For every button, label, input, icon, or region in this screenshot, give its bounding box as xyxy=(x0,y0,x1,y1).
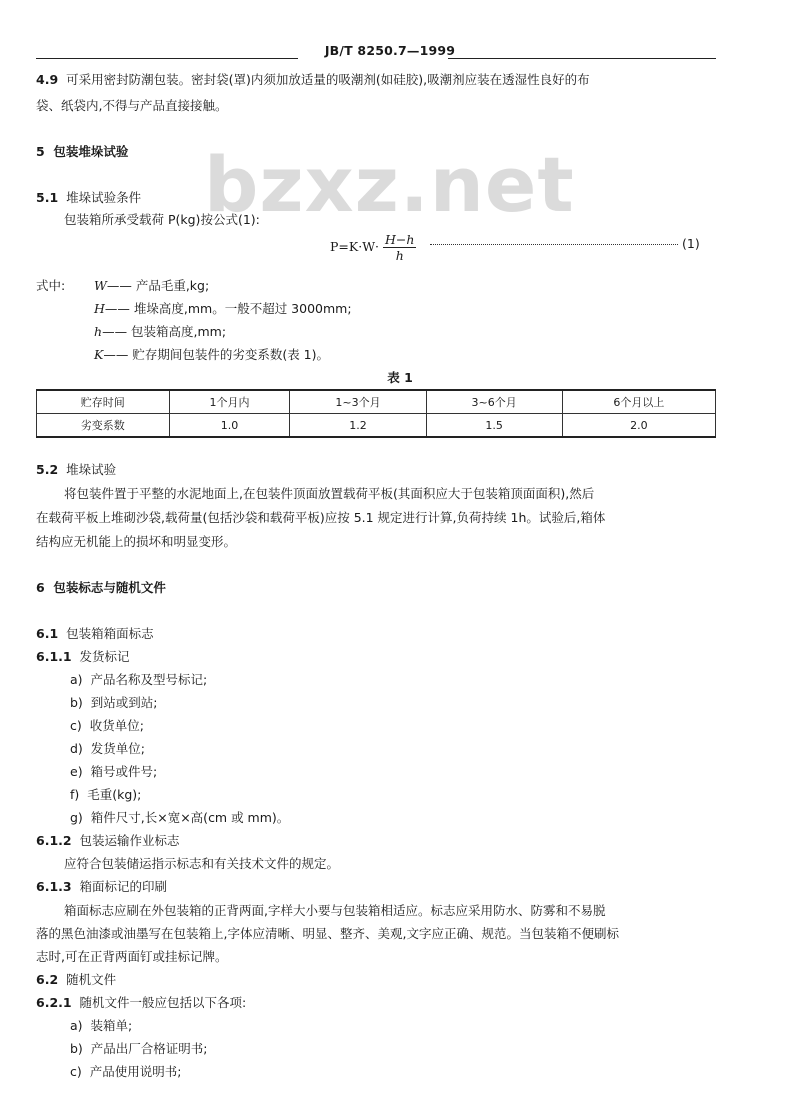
list-key: d) xyxy=(70,741,83,756)
clause-6-1-3-line1: 箱面标志应刷在外包装箱的正背两面,字样大小要与包装箱相适应。标志应采用防水、防雾和不易脱 xyxy=(64,903,606,918)
clause-6-2-1-heading xyxy=(36,993,246,1011)
section-number: 6 xyxy=(36,580,45,595)
clause-6-2-heading xyxy=(36,970,116,988)
list-text: 箱号或件号; xyxy=(90,764,158,779)
where-item xyxy=(94,299,352,317)
formula-leader-dots xyxy=(430,244,678,245)
header-rule-right xyxy=(448,58,716,59)
clause-number: 4.9 xyxy=(36,72,59,87)
clause-6-1-2-heading xyxy=(36,831,180,849)
section-5-heading xyxy=(36,142,128,160)
list-item xyxy=(70,808,289,826)
table-header-row xyxy=(37,390,716,414)
clause-number: 6.2 xyxy=(36,972,59,987)
clause-text: 可采用密封防潮包装。密封袋(罩)内须加放适量的吸潮剂(如硅胶),吸潮剂应装在透湿性良好的布 xyxy=(66,72,590,87)
clause-5-2-line3: 结构应无机能上的损坏和明显变形。 xyxy=(36,534,237,549)
list-text: 产品使用说明书; xyxy=(89,1064,182,1079)
table-header-cell: 1个月内 xyxy=(169,390,290,414)
clause-5-1-intro: 包装箱所承受载荷 P(kg)按公式(1): xyxy=(64,212,260,227)
clause-number: 6.1.1 xyxy=(36,649,72,664)
clause-number: 6.1 xyxy=(36,626,59,641)
clause-title: 箱面标记的印刷 xyxy=(79,879,168,894)
list-text: 收货单位; xyxy=(89,718,144,733)
clause-4-9-line2: 袋、纸袋内,不得与产品直接接触。 xyxy=(36,98,228,113)
list-item xyxy=(70,716,144,734)
clause-title: 堆垛试验 xyxy=(66,462,117,477)
where-text: —— 堆垛高度,mm。一般不超过 3000mm; xyxy=(104,301,352,316)
list-item xyxy=(70,739,145,757)
formula-denominator: h xyxy=(395,248,404,263)
formula-fraction xyxy=(383,232,416,263)
list-text: 箱件尺寸,长×宽×高(cm 或 mm)。 xyxy=(90,810,290,825)
where-symbol: W xyxy=(94,278,107,293)
clause-5-2-line2: 在载荷平板上堆砌沙袋,载荷量(包括沙袋和载荷平板)应按 5.1 规定进行计算,负荷持续 1h。试验后,箱体 xyxy=(36,510,606,525)
where-symbol: h xyxy=(94,324,103,339)
list-item xyxy=(70,1039,207,1057)
clause-number: 6.1.2 xyxy=(36,833,72,848)
clause-title: 随机文件一般应包括以下各项: xyxy=(79,995,247,1010)
where-symbol: K xyxy=(94,347,104,362)
section-title: 包装标志与随机文件 xyxy=(53,580,166,595)
list-text: 毛重(kg); xyxy=(87,787,142,802)
table-cell: 1.0 xyxy=(169,414,290,438)
list-key: f) xyxy=(70,787,80,802)
clause-6-1-2-text: 应符合包装储运指示标志和有关技术文件的规定。 xyxy=(64,856,340,871)
clause-title: 包装运输作业标志 xyxy=(79,833,180,848)
clause-title: 发货标记 xyxy=(79,649,130,664)
list-item xyxy=(70,693,157,711)
clause-6-1-3-line2: 落的黑色油漆或油墨写在包装箱上,字体应清晰、明显、整齐、美观,文字应正确、规范。当包装箱不便刷标 xyxy=(36,926,619,941)
list-item xyxy=(70,762,157,780)
clause-4-9-line1 xyxy=(36,70,590,88)
where-text: —— 包装箱高度,mm; xyxy=(102,324,227,339)
list-item xyxy=(70,670,207,688)
list-key: c) xyxy=(70,718,82,733)
standard-number: JB/T 8250.7—1999 xyxy=(324,43,456,58)
clause-5-2-heading xyxy=(36,460,116,478)
list-item xyxy=(70,785,141,803)
clause-number: 6.2.1 xyxy=(36,995,72,1010)
table-cell: 1.2 xyxy=(290,414,426,438)
formula-lhs: P=K·W· xyxy=(330,239,380,254)
clause-number: 5.2 xyxy=(36,462,59,477)
table-1 xyxy=(36,389,716,438)
list-key: b) xyxy=(70,1041,83,1056)
table-header-cell: 贮存时间 xyxy=(37,390,170,414)
header-rule-left xyxy=(36,58,298,59)
where-label: 式中: xyxy=(36,278,66,293)
watermark: bzxz.net xyxy=(204,140,575,229)
list-key: a) xyxy=(70,1018,83,1033)
list-key: e) xyxy=(70,764,83,779)
where-item xyxy=(94,322,226,340)
section-6-heading xyxy=(36,578,166,596)
list-key: g) xyxy=(70,810,83,825)
list-key: c) xyxy=(70,1064,82,1079)
clause-number: 6.1.3 xyxy=(36,879,72,894)
table-row xyxy=(37,414,716,438)
formula-1 xyxy=(330,232,420,263)
formula-numerator: H−h xyxy=(385,232,415,247)
list-key: a) xyxy=(70,672,83,687)
clause-6-1-1-heading xyxy=(36,647,130,665)
list-text: 发货单位; xyxy=(90,741,145,756)
clause-title: 包装箱箱面标志 xyxy=(66,626,154,641)
table-cell: 劣变系数 xyxy=(37,414,170,438)
clause-number: 5.1 xyxy=(36,190,59,205)
list-key: b) xyxy=(70,695,83,710)
list-text: 装箱单; xyxy=(90,1018,133,1033)
table-cell: 1.5 xyxy=(426,414,562,438)
clause-title: 随机文件 xyxy=(66,972,117,987)
section-number: 5 xyxy=(36,144,45,159)
where-symbol: H xyxy=(94,301,105,316)
list-text: 产品名称及型号标记; xyxy=(90,672,208,687)
where-item xyxy=(94,276,209,294)
clause-6-1-3-line3: 志时,可在正背两面钉或挂标记牌。 xyxy=(36,949,228,964)
clause-5-2-line1: 将包装件置于平整的水泥地面上,在包装件顶面放置载荷平板(其面积应大于包装箱顶面面积),然后 xyxy=(64,486,595,501)
section-title: 包装堆垛试验 xyxy=(53,144,129,159)
list-item xyxy=(70,1016,132,1034)
where-item xyxy=(94,345,329,363)
clause-title: 堆垛试验条件 xyxy=(66,190,142,205)
list-text: 产品出厂合格证明书; xyxy=(90,1041,208,1056)
formula-number: (1) xyxy=(682,236,700,251)
clause-5-1-heading xyxy=(36,188,141,206)
table-header-cell: 3~6个月 xyxy=(426,390,562,414)
clause-6-1-heading xyxy=(36,624,154,642)
list-text: 到站或到站; xyxy=(90,695,158,710)
clause-6-1-3-heading xyxy=(36,877,167,895)
where-text: —— 贮存期间包装件的劣变系数(表 1)。 xyxy=(103,347,329,362)
table-cell: 2.0 xyxy=(562,414,715,438)
table-header-cell: 6个月以上 xyxy=(562,390,715,414)
table-header-cell: 1~3个月 xyxy=(290,390,426,414)
list-item xyxy=(70,1062,181,1080)
table-1-caption: 表 1 xyxy=(387,370,413,385)
where-text: —— 产品毛重,kg; xyxy=(106,278,210,293)
